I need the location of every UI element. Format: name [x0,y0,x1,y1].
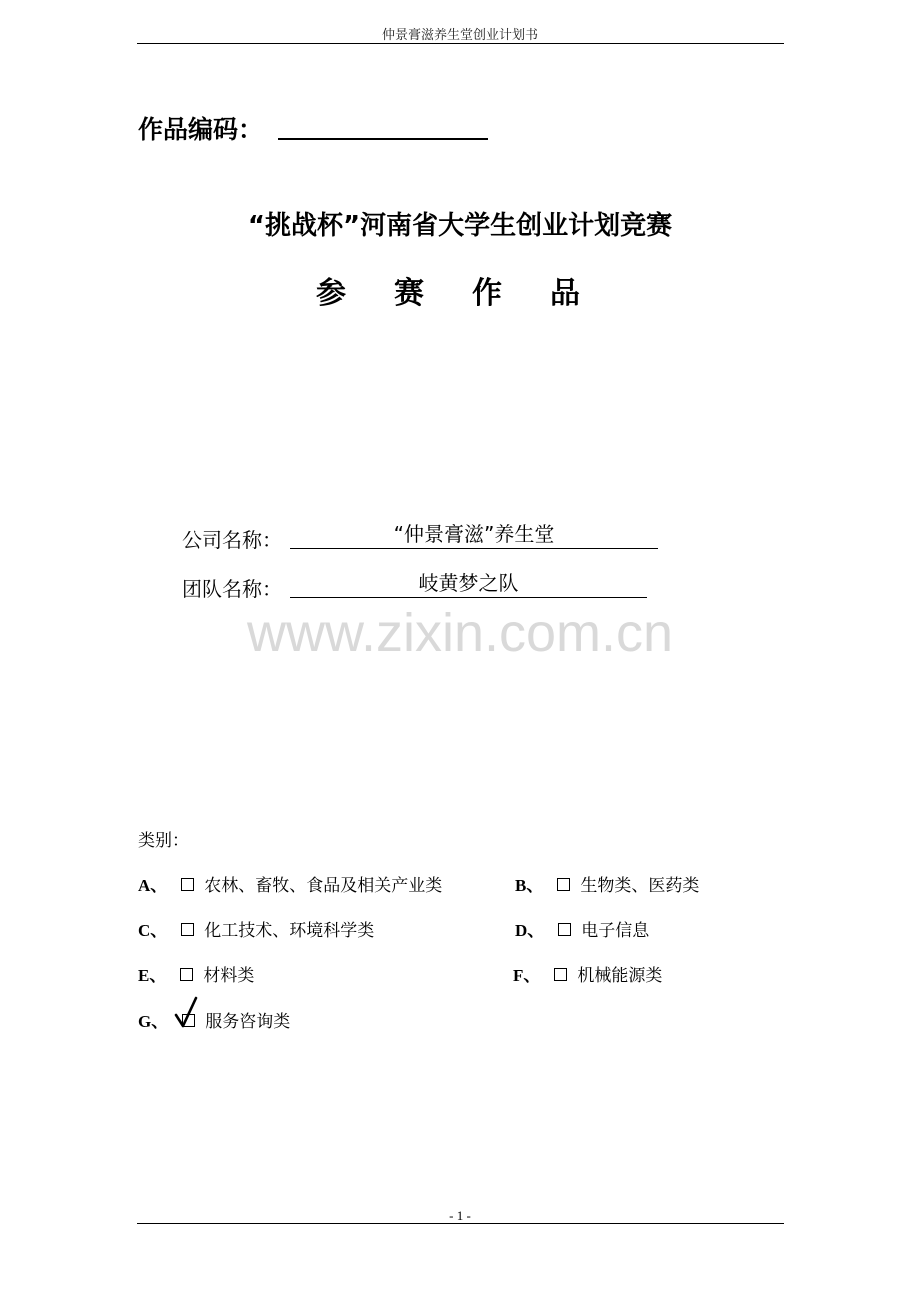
option-letter: C、 [138,921,168,940]
option-text: 生物类、医药类 [580,876,700,896]
page-number: - 1 - [449,1208,471,1223]
checkbox-icon[interactable] [181,878,194,891]
company-name-label: 公司名称： [182,528,282,552]
option-letter: D、 [515,921,545,940]
checkbox-icon[interactable] [557,878,570,891]
checkbox-icon[interactable] [181,923,194,936]
team-name-value: 岐黄梦之队 [290,570,647,598]
option-letter: F、 [513,966,541,985]
option-letter: G、 [138,1012,169,1031]
company-name-value: “仲景膏滋”养生堂 [290,521,658,549]
option-letter: E、 [138,966,167,985]
category-option-c[interactable] [138,916,374,941]
option-text: 电子信息 [581,921,650,941]
option-text: 服务咨询类 [205,1012,291,1032]
competition-title: “挑战杯”河南省大学生创业计划竞赛 [247,211,673,241]
watermark: www.zixin.com.cn [246,603,674,663]
category-option-e[interactable] [138,961,254,986]
work-code-blank [278,138,488,140]
page-header: 仲景膏滋养生堂创业计划书 [381,28,538,43]
option-letter: B、 [515,876,544,895]
option-text: 农林、畜牧、食品及相关产业类 [204,876,443,896]
subtitle: 参赛作品 [316,276,628,311]
checkbox-icon[interactable] [554,968,567,981]
footer-rule [137,1223,784,1224]
checkbox-icon[interactable] [558,923,571,936]
checkbox-icon[interactable] [180,968,193,981]
category-option-a[interactable] [138,871,442,896]
category-option-g[interactable] [138,1007,290,1032]
option-letter: A、 [138,876,168,895]
option-text: 机械能源类 [577,966,663,986]
checkmark-icon [174,996,200,1030]
category-label: 类别： [138,831,189,851]
header-rule [137,43,784,44]
option-text: 化工技术、环境科学类 [204,921,375,941]
category-option-d[interactable] [515,916,649,941]
work-code-label: 作品编码： [138,115,264,144]
category-option-b[interactable] [515,871,699,896]
team-name-label: 团队名称： [182,577,282,601]
option-text: 材料类 [203,966,255,986]
category-option-f[interactable] [513,961,662,986]
